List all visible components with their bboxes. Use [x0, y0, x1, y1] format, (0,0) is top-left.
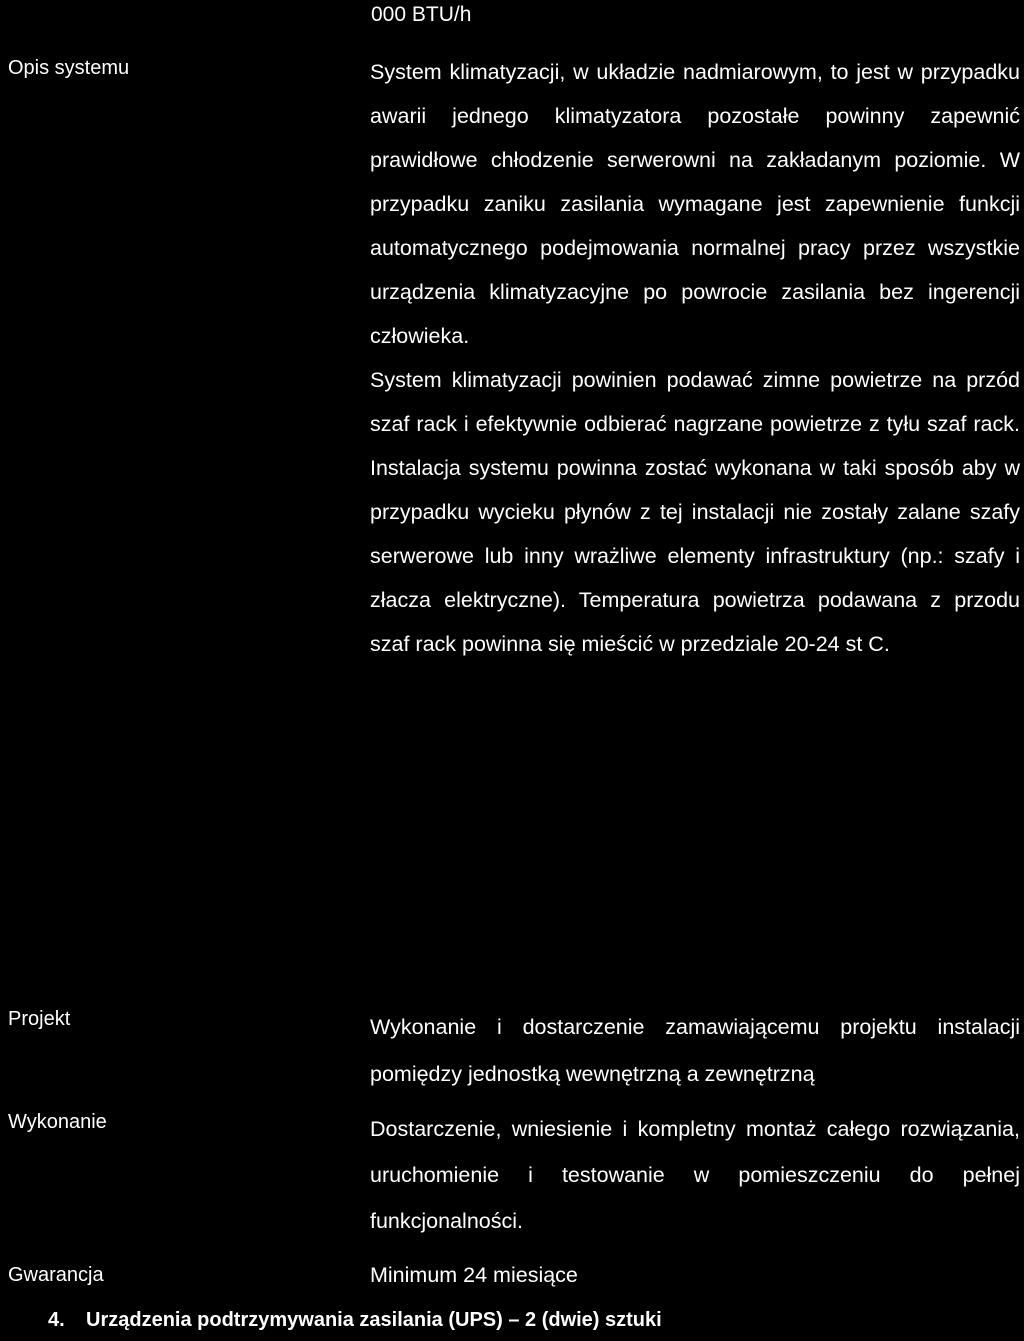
section-title: Urządzenia podtrzymywania zasilania (UPS) – 2 (dwie) sztuki [86, 1309, 662, 1331]
section-number: 4. [48, 1309, 65, 1331]
label-projekt: Projekt [8, 1008, 71, 1030]
section-heading-ups [48, 1307, 662, 1333]
value-projekt: Wykonanie i dostarczenie zamawiającemu projektu instalacji pomiędzy jednostką wewnętrzną a zewnętrzną [370, 1015, 1020, 1086]
value-gwarancja: Minimum 24 miesiące [370, 1263, 578, 1287]
value-opis-systemu [370, 50, 1020, 666]
label-wykonanie: Wykonanie [8, 1111, 107, 1133]
opis-paragraph-1: System klimatyzacji, w układzie nadmiarowym, to jest w przypadku awarii jednego klimatyzatora pozostałe powinny zapewnić prawidłowe chłodzenie serwerowni na zakładanym poziomie. W przypadku zaniku zasilania wymagane jest zapewnienie funkcji automatycznego podejmowania normalnej pracy przez wszystkie urządzenia klimatyzacyjne po powrocie zasilania bez ingerencji człowieka. [370, 60, 1020, 348]
label-gwarancja: Gwarancja [8, 1264, 104, 1286]
previous-row-value-fragment: 000 BTU/h [371, 3, 472, 26]
value-wykonanie: Dostarczenie, wniesienie i kompletny montaż całego rozwiązania, uruchomienie i testowanie w pomieszczeniu do pełnej funkcjonalności. [370, 1117, 1020, 1233]
label-opis-systemu: Opis systemu [8, 57, 130, 79]
opis-paragraph-2: System klimatyzacji powinien podawać zimne powietrze na przód szaf rack i efektywnie odbierać nagrzane powietrze z tyłu szaf rack. Instalacja systemu powinna zostać wykonana w taki sposób aby w przypadku wycieku płynów z tej instalacji nie zostały zalane szafy serwerowe lub inny wrażliwe elementy infrastruktury (np.: szafy i złacza elektryczne). Temperatura powietrza podawana z przodu szaf rack powinna się mieścić w przedziale 20-24 st C. [370, 368, 1020, 656]
